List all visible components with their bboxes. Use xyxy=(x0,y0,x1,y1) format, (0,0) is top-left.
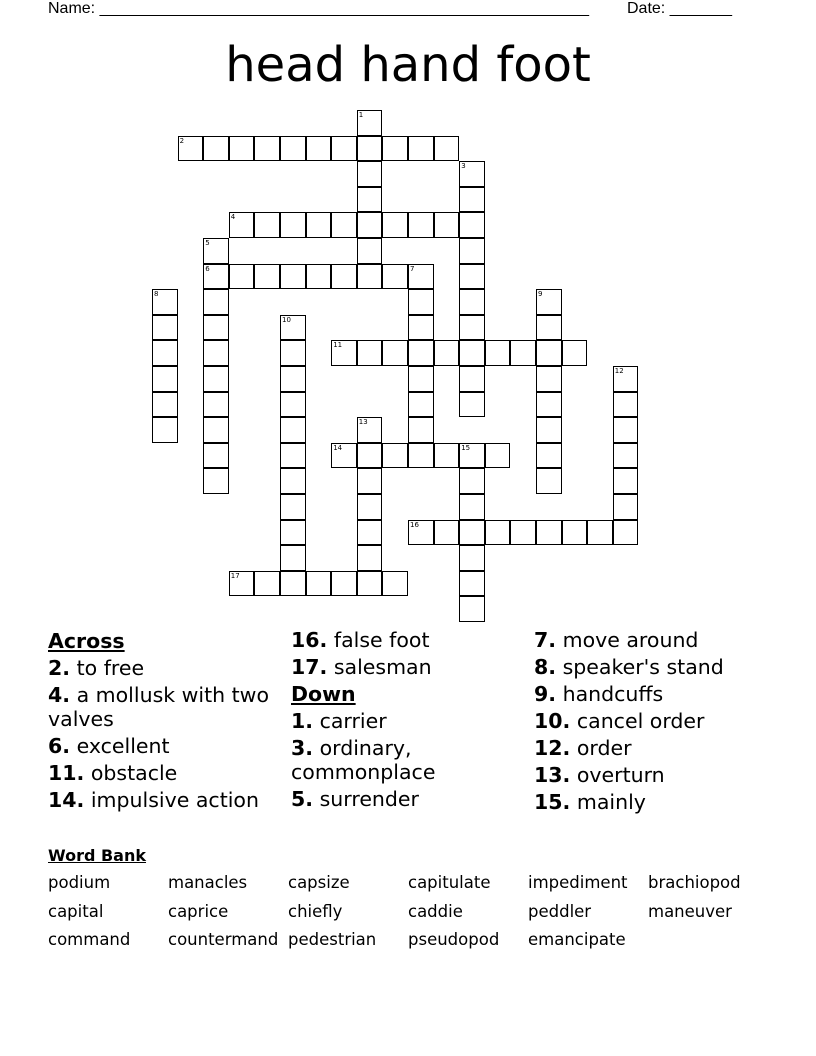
grid-cell[interactable] xyxy=(152,289,178,315)
grid-cell[interactable] xyxy=(459,238,485,264)
grid-cell[interactable] xyxy=(408,443,434,469)
grid-cell[interactable] xyxy=(306,571,332,597)
grid-cell[interactable] xyxy=(382,136,408,162)
clue-down-8 xyxy=(534,655,774,679)
clue-number-label: 8 xyxy=(154,290,159,299)
clue-number: 11. xyxy=(48,761,85,785)
grid-cell[interactable] xyxy=(280,136,306,162)
clue-text: a mollusk with two valves xyxy=(48,683,269,731)
grid-cell[interactable] xyxy=(536,392,562,418)
word-bank-item: caddie xyxy=(408,901,463,921)
grid-cell[interactable] xyxy=(382,340,408,366)
word-bank-item: maneuver xyxy=(648,901,732,921)
grid-cell[interactable] xyxy=(613,468,639,494)
grid-cell[interactable] xyxy=(536,417,562,443)
clues-column-1 xyxy=(48,628,288,815)
word-bank-item: pseudopod xyxy=(408,930,500,949)
clue-text: excellent xyxy=(76,734,170,758)
word-bank-item: brachiopod xyxy=(648,873,741,892)
grid-cell[interactable] xyxy=(485,443,511,469)
clue-across-17 xyxy=(291,655,531,679)
clue-number-label: 12 xyxy=(614,367,624,375)
grid-cell[interactable] xyxy=(229,264,255,290)
clue-number-label: 10 xyxy=(282,315,291,324)
clue-number-label: 17 xyxy=(230,571,240,580)
clue-number: 5. xyxy=(291,787,314,811)
grid-cell[interactable] xyxy=(562,520,588,546)
grid-cell[interactable] xyxy=(408,212,434,238)
word-bank-item: podium xyxy=(48,873,111,892)
clue-text: salesman xyxy=(333,655,432,679)
clue-number-label: 11 xyxy=(333,341,343,350)
grid-cell[interactable] xyxy=(306,264,332,290)
grid-cell[interactable] xyxy=(408,417,434,443)
clue-number-label: 4 xyxy=(230,213,236,222)
clue-text: carrier xyxy=(319,709,387,733)
grid-cell[interactable] xyxy=(357,136,383,162)
grid-cell[interactable] xyxy=(587,520,613,546)
grid-cell[interactable] xyxy=(408,264,434,290)
grid-cell[interactable] xyxy=(459,392,485,418)
name-field[interactable]: Name: _______________________________________________________ xyxy=(48,0,589,17)
grid-cell[interactable] xyxy=(280,571,306,597)
clue-text: speaker's stand xyxy=(562,655,724,679)
clues-column-3 xyxy=(534,628,774,817)
clue-number-label: 9 xyxy=(538,290,543,299)
grid-cell[interactable] xyxy=(280,417,306,443)
grid-cell[interactable] xyxy=(254,212,280,238)
grid-cell[interactable] xyxy=(152,315,178,341)
page-title: head hand foot xyxy=(225,37,591,93)
grid-cell[interactable] xyxy=(280,392,306,418)
grid-cell[interactable] xyxy=(357,520,383,546)
grid-cell[interactable] xyxy=(203,136,229,162)
grid-cell[interactable] xyxy=(536,520,562,546)
grid-cell[interactable] xyxy=(357,340,383,366)
clue-number: 2. xyxy=(48,656,71,680)
clue-down-10 xyxy=(534,709,774,733)
clue-number-label: 6 xyxy=(205,264,210,273)
grid-cell[interactable] xyxy=(459,315,485,341)
grid-cell[interactable] xyxy=(203,340,229,366)
grid-cell[interactable] xyxy=(536,468,562,494)
across-heading: Across xyxy=(48,629,125,653)
grid-cell[interactable] xyxy=(510,520,536,546)
clue-text: handcuffs xyxy=(562,682,664,706)
clue-across-2 xyxy=(48,656,288,680)
grid-cell[interactable] xyxy=(408,392,434,418)
clue-down-1 xyxy=(291,709,531,733)
grid-cell[interactable] xyxy=(613,520,639,546)
grid-cell[interactable] xyxy=(357,443,383,469)
grid-cell[interactable] xyxy=(357,494,383,520)
grid-cell[interactable] xyxy=(485,340,511,366)
word-bank-item: impediment xyxy=(528,873,628,892)
clue-number: 15. xyxy=(534,790,571,814)
clue-text: move around xyxy=(562,628,699,652)
clue-number: 1. xyxy=(291,709,314,733)
grid-cell[interactable] xyxy=(459,161,485,187)
grid-cell[interactable] xyxy=(408,315,434,341)
grid-cell[interactable] xyxy=(382,212,408,238)
word-bank-item: manacles xyxy=(168,873,248,892)
grid-cell[interactable] xyxy=(434,340,460,366)
clue-number: 3. xyxy=(291,736,314,760)
clue-text: impulsive action xyxy=(90,788,259,812)
grid-cell[interactable] xyxy=(357,264,383,290)
grid-cell[interactable] xyxy=(152,366,178,392)
grid-cell[interactable] xyxy=(562,340,588,366)
grid-cell[interactable] xyxy=(306,212,332,238)
clue-number: 12. xyxy=(534,736,571,760)
word-bank-item: capital xyxy=(48,901,104,921)
clue-number-label: 3 xyxy=(461,162,466,171)
grid-cell[interactable] xyxy=(613,392,639,418)
grid-cell[interactable] xyxy=(331,264,357,290)
clue-down-3 xyxy=(291,736,531,784)
clue-number: 4. xyxy=(48,683,71,707)
grid-cell[interactable] xyxy=(203,468,229,494)
grid-cell[interactable] xyxy=(459,596,485,622)
grid-cell[interactable] xyxy=(382,443,408,469)
clue-across-6 xyxy=(48,734,288,758)
grid-cell[interactable] xyxy=(203,289,229,315)
clue-across-14 xyxy=(48,788,288,812)
grid-cell[interactable] xyxy=(408,136,434,162)
grid-cell[interactable] xyxy=(459,545,485,571)
word-bank-item: capitulate xyxy=(408,873,491,892)
grid-cell[interactable] xyxy=(357,212,383,238)
grid-cell[interactable] xyxy=(434,520,460,546)
grid-cell[interactable] xyxy=(357,161,383,187)
grid-cell[interactable] xyxy=(254,136,280,162)
grid-cell[interactable] xyxy=(280,366,306,392)
grid-cell[interactable] xyxy=(280,468,306,494)
clue-down-13 xyxy=(534,763,774,787)
grid-cell[interactable] xyxy=(613,366,639,392)
clue-across-4 xyxy=(48,683,288,731)
grid-cell[interactable] xyxy=(434,212,460,238)
grid-cell[interactable] xyxy=(408,366,434,392)
grid-cell[interactable] xyxy=(280,212,306,238)
grid-cell[interactable] xyxy=(382,571,408,597)
clue-number: 13. xyxy=(534,763,571,787)
grid-cell[interactable] xyxy=(203,238,229,264)
word-bank-item: chiefly xyxy=(288,901,343,921)
clue-number: 17. xyxy=(291,655,328,679)
clue-number: 16. xyxy=(291,628,328,652)
clue-across-16 xyxy=(291,628,531,652)
clue-number-label: 7 xyxy=(410,264,415,273)
grid-cell[interactable] xyxy=(357,417,383,443)
grid-cell[interactable] xyxy=(331,340,357,366)
grid-cell[interactable] xyxy=(331,443,357,469)
grid-cell[interactable] xyxy=(331,571,357,597)
grid-cell[interactable] xyxy=(254,264,280,290)
grid-cell[interactable] xyxy=(152,340,178,366)
word-bank-item: peddler xyxy=(528,901,592,921)
grid-cell[interactable] xyxy=(536,340,562,366)
grid-cell[interactable] xyxy=(613,494,639,520)
clue-text: false foot xyxy=(333,628,430,652)
clue-down-7 xyxy=(534,628,774,652)
grid-cell[interactable] xyxy=(280,494,306,520)
grid-cell[interactable] xyxy=(613,443,639,469)
grid-cell[interactable] xyxy=(434,443,460,469)
grid-cell[interactable] xyxy=(434,136,460,162)
grid-cell[interactable] xyxy=(203,443,229,469)
clue-number-label: 2 xyxy=(179,136,185,145)
grid-cell[interactable] xyxy=(408,289,434,315)
grid-cell[interactable] xyxy=(408,520,434,546)
grid-cell[interactable] xyxy=(357,545,383,571)
grid-cell[interactable] xyxy=(254,571,280,597)
grid-cell[interactable] xyxy=(459,494,485,520)
grid-cell[interactable] xyxy=(280,315,306,341)
grid-cell[interactable] xyxy=(408,340,434,366)
grid-cell[interactable] xyxy=(178,136,204,162)
grid-cell[interactable] xyxy=(280,520,306,546)
clue-text: overturn xyxy=(576,763,665,787)
grid-cell[interactable] xyxy=(357,110,383,136)
clue-number: 10. xyxy=(534,709,571,733)
grid-cell[interactable] xyxy=(203,264,229,290)
grid-cell[interactable] xyxy=(459,571,485,597)
grid-cell[interactable] xyxy=(459,468,485,494)
grid-cell[interactable] xyxy=(357,468,383,494)
word-bank-item: caprice xyxy=(168,901,229,921)
clue-number: 9. xyxy=(534,682,557,706)
grid-cell[interactable] xyxy=(280,443,306,469)
clue-number: 14. xyxy=(48,788,85,812)
clue-number-label: 5 xyxy=(205,239,210,247)
clue-number-label: 13 xyxy=(358,418,368,427)
grid-cell[interactable] xyxy=(613,417,639,443)
clue-down-5 xyxy=(291,787,531,811)
grid-cell[interactable] xyxy=(536,289,562,315)
grid-cell[interactable] xyxy=(459,187,485,213)
grid-cell[interactable] xyxy=(459,520,485,546)
word-bank-item: capsize xyxy=(288,873,350,892)
grid-cell[interactable] xyxy=(536,366,562,392)
grid-cell[interactable] xyxy=(485,520,511,546)
grid-cell[interactable] xyxy=(331,136,357,162)
clue-text: to free xyxy=(76,656,145,680)
clue-text: ordinary, commonplace xyxy=(291,736,436,784)
clue-text: cancel order xyxy=(576,709,705,733)
grid-cell[interactable] xyxy=(459,443,485,469)
grid-cell[interactable] xyxy=(459,366,485,392)
down-heading: Down xyxy=(291,682,356,706)
clue-down-15 xyxy=(534,790,774,814)
grid-cell[interactable] xyxy=(203,315,229,341)
grid-cell[interactable] xyxy=(152,392,178,418)
clue-number-label: 14 xyxy=(333,443,343,452)
clue-number: 6. xyxy=(48,734,71,758)
grid-cell[interactable] xyxy=(459,264,485,290)
grid-cell[interactable] xyxy=(280,340,306,366)
clue-number-label: 15 xyxy=(461,443,471,452)
grid-cell[interactable] xyxy=(459,212,485,238)
clue-text: obstacle xyxy=(90,761,178,785)
word-bank-item: command xyxy=(48,930,131,949)
grid-cell[interactable] xyxy=(382,264,408,290)
clue-number: 7. xyxy=(534,628,557,652)
grid-cell[interactable] xyxy=(536,315,562,341)
clue-down-12 xyxy=(534,736,774,760)
grid-cell[interactable] xyxy=(357,571,383,597)
clue-across-11 xyxy=(48,761,288,785)
word-bank-item: pedestrian xyxy=(288,930,377,949)
clue-number: 8. xyxy=(534,655,557,679)
grid-cell[interactable] xyxy=(203,417,229,443)
clues-column-2 xyxy=(291,628,531,814)
grid-cell[interactable] xyxy=(280,545,306,571)
grid-cell[interactable] xyxy=(536,443,562,469)
word-bank-item: emancipate xyxy=(528,930,626,949)
grid-cell[interactable] xyxy=(229,571,255,597)
date-field[interactable]: Date: _______ xyxy=(627,0,732,17)
clue-down-9 xyxy=(534,682,774,706)
clue-number-label: 1 xyxy=(358,111,364,119)
grid-cell[interactable] xyxy=(510,340,536,366)
grid-cell[interactable] xyxy=(357,187,383,213)
grid-cell[interactable] xyxy=(306,136,332,162)
word-bank-item: countermand xyxy=(168,930,279,949)
clue-text: order xyxy=(576,736,632,760)
word-bank-title: Word Bank xyxy=(48,846,147,865)
grid-cell[interactable] xyxy=(357,238,383,264)
grid-cell[interactable] xyxy=(229,136,255,162)
grid-cell[interactable] xyxy=(459,289,485,315)
grid-cell[interactable] xyxy=(203,392,229,418)
grid-cell[interactable] xyxy=(280,264,306,290)
grid-cell[interactable] xyxy=(331,212,357,238)
clue-text: mainly xyxy=(576,790,646,814)
clue-text: surrender xyxy=(319,787,419,811)
grid-cell[interactable] xyxy=(229,212,255,238)
grid-cell[interactable] xyxy=(152,417,178,443)
grid-cell[interactable] xyxy=(459,340,485,366)
clue-number-label: 16 xyxy=(410,520,419,529)
grid-cell[interactable] xyxy=(203,366,229,392)
